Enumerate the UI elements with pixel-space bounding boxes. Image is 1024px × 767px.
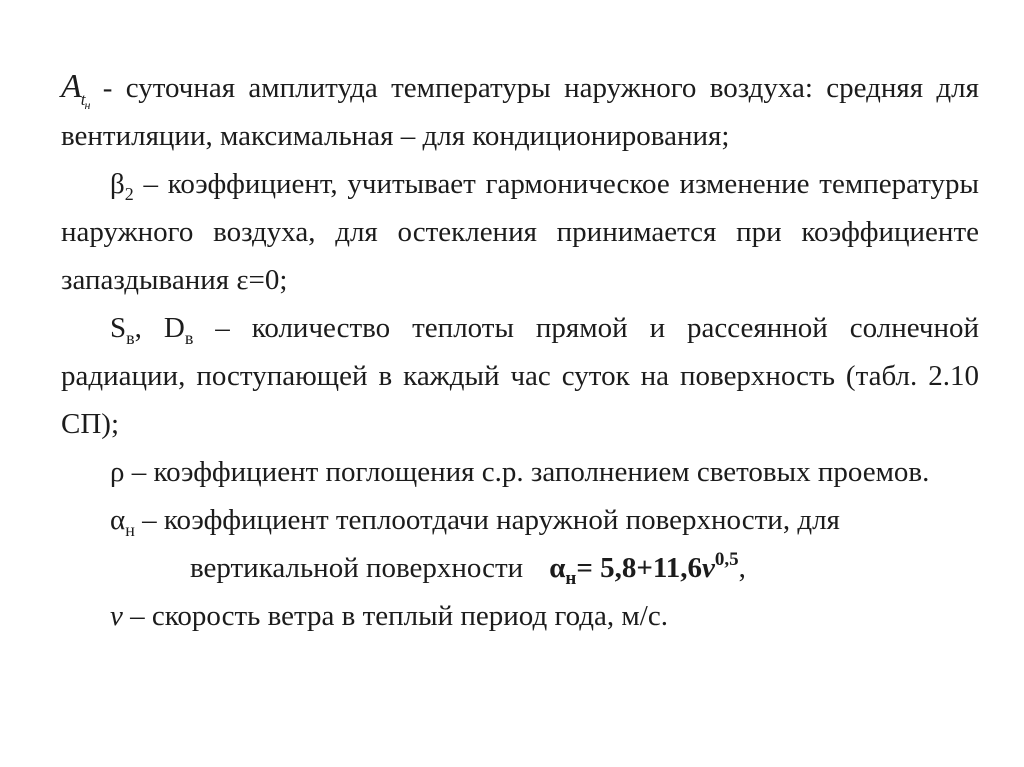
symbol-beta2: $\beta_2$ [110,168,134,204]
paragraph-wind-speed [61,592,979,640]
paragraph-beta2 [61,160,979,304]
symbol-v: v [110,600,123,632]
paragraph-solar-radiation [61,304,979,448]
paragraph-text: - суточная амплитуда температуры наружного воздуха: средняя для вентиляции, максимальная – для кондиционирования; [61,72,979,152]
formula-prefix-text: вертикальной поверхности [190,552,524,584]
paragraph-text: – коэффициент, учитывает гармоническое изменение температуры наружного воздуха, для остекления принимается при коэффициенте запаздывания ε=0; [61,168,979,296]
symbol-rho: ρ [110,456,125,488]
paragraph-text: – количество теплоты прямой и рассеянной солнечной радиации, поступающей в каждый час суток на поверхность (табл. 2.10 СП); [61,312,980,440]
paragraph-daily-amplitude [61,63,979,160]
paragraph-rho [61,448,979,496]
slide-content [61,63,979,640]
symbol-amplitude: $A_{t_н}$ [61,68,90,112]
paragraph-text: – коэффициент поглощения с.р. заполнением световых проемов. [124,456,930,488]
paragraph-alpha [61,496,979,544]
paragraph-text: – коэффициент теплоотдачи наружной поверхности, для [134,504,840,536]
formula-alpha: $\alpha_н= 5,8+11,6v^{0,5}$ [549,549,739,589]
symbol-s-d: $S_в$, $D_в$ [110,312,194,348]
symbol-alpha: $\alpha_н$ [110,504,135,540]
paragraph-text: – скорость ветра в теплый период года, м/с. [122,600,668,632]
formula-line: вертикальной поверхности $\alpha_н= 5,8+11,6v^{0,5}$, [190,549,746,589]
